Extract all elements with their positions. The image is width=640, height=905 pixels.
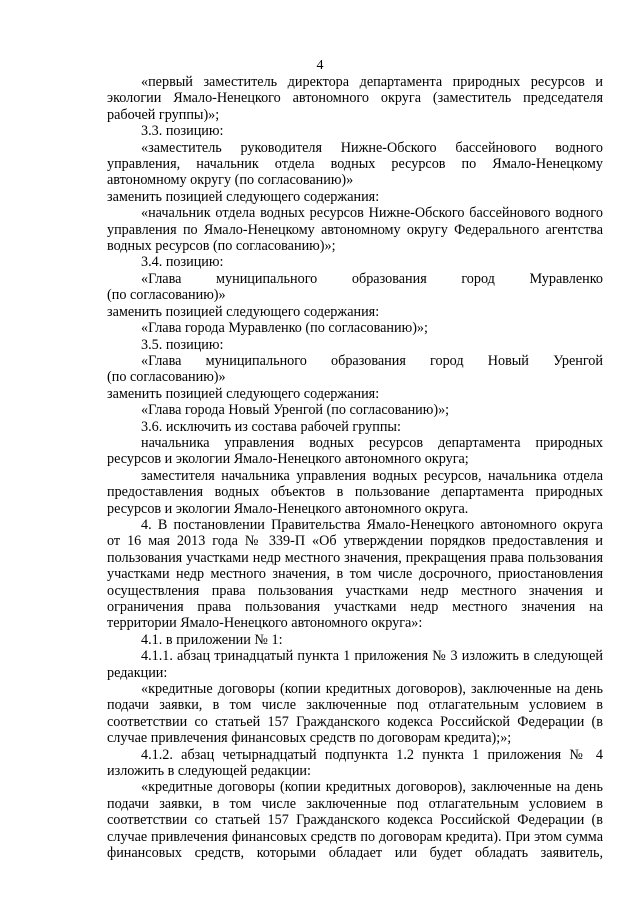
paragraph: 3.3. позицию:: [141, 123, 224, 140]
paragraph: «первый заместитель директора департамента природных ресурсов и экологии Ямало-Ненецкого автономного округа (заместитель председателя рабочей группы)»;: [107, 74, 603, 123]
paragraph: «Глава муниципального образования город Муравленко: [141, 270, 603, 287]
paragraph: «кредитные договоры (копии кредитных договоров), заключенные на день подачи заявки, в том числе заключенные под отлагательным условием в соответствии со статьей 157 Гражданского кодекса Российской Федерации (в случае привлечения финансовых средств по договорам кредита). При этом сумма финансовых средств, которыми обладает или будет обладать заявитель,: [107, 779, 603, 862]
paragraph: «Глава города Муравленко (по согласованию)»;: [141, 320, 428, 337]
paragraph: 4.1.1. абзац тринадцатый пункта 1 приложения № 3 изложить в следующей редакции:: [107, 648, 603, 681]
paragraph: «заместитель руководителя Нижне-Обского бассейнового водного управления, начальник отдела водных ресурсов по Ямало-Ненецкому автономному округу (по согласованию)»: [107, 139, 603, 189]
paragraph: «начальник отдела водных ресурсов Нижне-Обского бассейнового водного управления по Ямало-Ненецкому автономному округу Федерального агентства водных ресурсов (по согласованию)»;: [107, 205, 603, 255]
paragraph: заместителя начальника управления водных ресурсов, начальника отдела предоставления водных объектов в пользование департамента природных ресурсов и экологии Ямало-Ненецкого автономного округа.: [107, 467, 603, 517]
paragraph: 3.4. позицию:: [141, 254, 224, 271]
paragraph: (по согласованию)»: [107, 287, 226, 304]
document-body: [107, 74, 603, 862]
paragraph: 4.1.2. абзац четырнадцатый подпункта 1.2 пункта 1 приложения № 4 изложить в следующей редакции:: [107, 746, 603, 780]
paragraph: заменить позицией следующего содержания:: [107, 303, 380, 320]
paragraph: начальника управления водных ресурсов департамента природных ресурсов и экологии Ямало-Ненецкого автономного округа;: [107, 434, 603, 468]
page-number: 4: [316, 58, 324, 73]
paragraph: заменить позицией следующего содержания:: [107, 385, 380, 402]
paragraph: заменить позицией следующего содержания:: [107, 188, 380, 205]
paragraph: «Глава города Новый Уренгой (по согласованию)»;: [141, 402, 450, 419]
paragraph: 3.5. позицию:: [141, 336, 224, 353]
paragraph: «кредитные договоры (копии кредитных договоров), заключенные на день подачи заявки, в том числе заключенные под отлагательным условием в соответствии со статьей 157 Гражданского кодекса Российской Федерации (в случае привлечения финансовых средств по договорам кредита);»;: [107, 681, 603, 747]
paragraph: 4.1. в приложении № 1:: [141, 631, 283, 648]
paragraph: 4. В постановлении Правительства Ямало-Ненецкого автономного округа от 16 мая 2013 года № 339-П «Об утверждении порядков предоставления и пользования участками недр местного значения, прекращения права пользования участками недр местного значения, в том числе досрочного, приостановления осуществления права пользования участками недр местного значения и ограничения права пользования участками недр местного значения на территории Ямало-Ненецкого автономного округа»:: [107, 516, 603, 632]
paragraph: 3.6. исключить из состава рабочей группы:: [141, 418, 401, 435]
paragraph: «Глава муниципального образования город Новый Уренгой: [141, 352, 603, 369]
paragraph: (по согласованию)»: [107, 369, 226, 386]
